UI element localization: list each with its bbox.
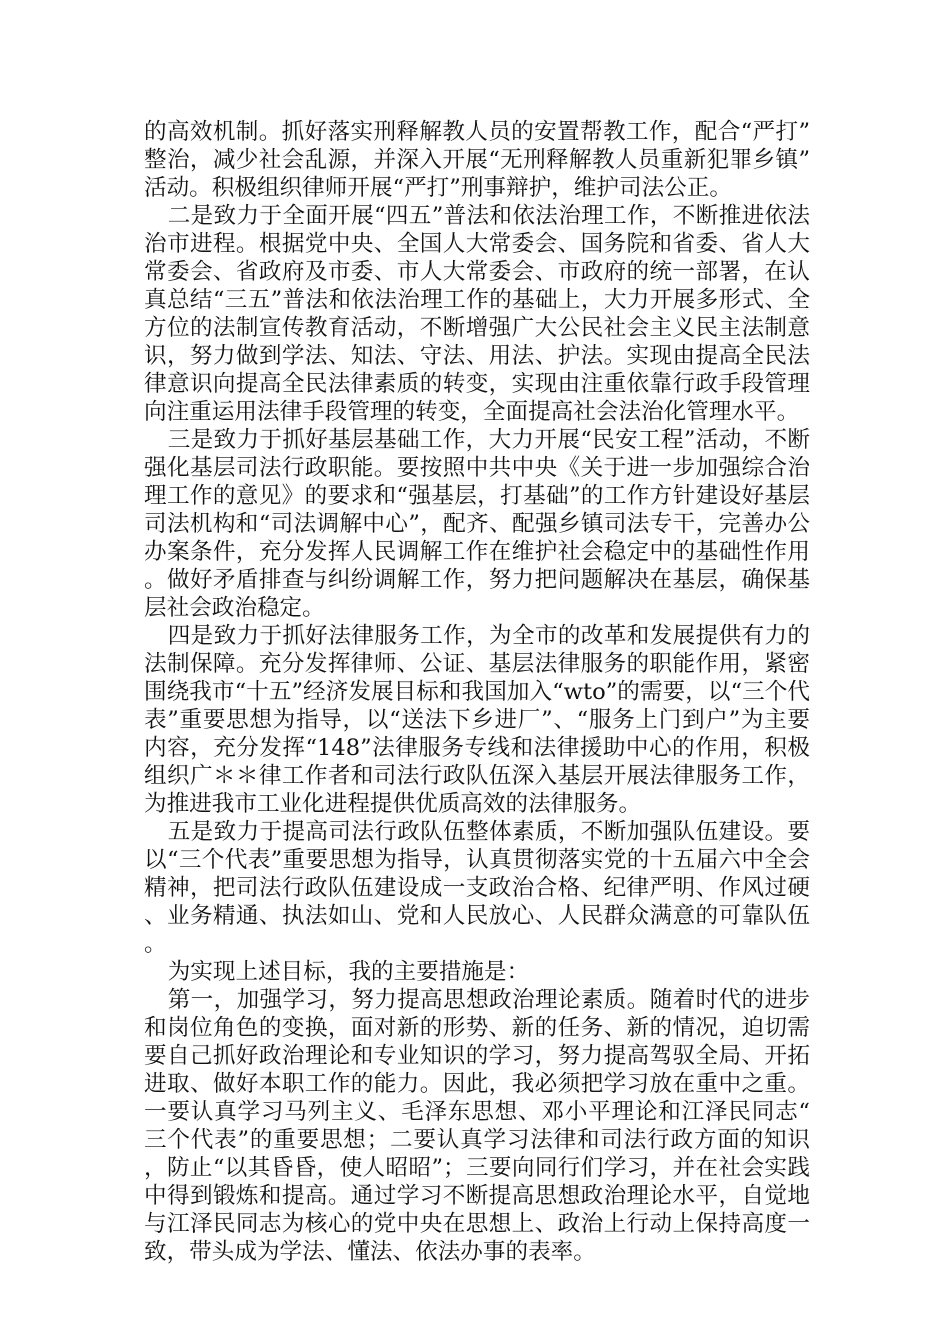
paragraph-continuation: 的高效机制。抓好落实刑释解教人员的安置帮教工作，配合“严打”整治，减少社会乱源，并深入开展“无刑释解教人员重新犯罪乡镇”活动。积极组织律师开展“严打”刑事辩护，维护司法公正。 — [144, 119, 810, 201]
paragraph-measure-one: 第一，加强学习，努力提高思想政治理论素质。随着时代的进步和岗位角色的变换，面对新的形势、新的任务、新的情况，迫切需要自己抓好政治理论和专业知识的学习，努力提高驾驭全局、开拓进取、做好本职工作的能力。因此，我必须把学习放在重中之重。一要认真学习马列主义、毛泽东思想、邓小平理论和江泽民同志“三个代表”的重要思想；二要认真学习法律和司法行政方面的知识，防止“以其昏昏，使人昭昭”；三要向同行们学习，并在社会实践中得到锻炼和提高。通过学习不断提高思想政治理论水平，自觉地与江泽民同志为核心的党中央在思想上、政治上行动上保持高度一致，带头成为学法、懂法、依法办事的表率。 — [144, 987, 810, 1265]
document-page — [144, 118, 810, 1266]
paragraph-point-two: 二是致力于全面开展“四五”普法和依法治理工作，不断推进依法治市进程。根据党中央、全国人大常委会、国务院和省委、省人大常委会、省政府及市委、市人大常委会、市政府的统一部署，在认真总结“三五”普法和依法治理工作的基础上，大力开展多形式、全方位的法制宣传教育活动，不断增强广大公民社会主义民主法制意识，努力做到学法、知法、守法、用法、护法。实现由提高全民法律意识向提高全民法律素质的转变，实现由注重依靠行政手段管理向注重运用法律手段管理的转变，全面提高社会法治化管理水平。 — [144, 203, 810, 425]
paragraph-point-four: 四是致力于抓好法律服务工作，为全市的改革和发展提供有力的法制保障。充分发挥律师、公证、基层法律服务的职能作用，紧密围绕我市“十五”经济发展目标和我国加入“wto”的需要，以“三个代表”重要思想为指导，以“送法下乡进厂”、“服务上门到户”为主要内容，充分发挥“148”法律服务专线和法律援助中心的作用，积极组织广＊＊律工作者和司法行政队伍深入基层开展法律服务工作，为推进我市工业化进程提供优质高效的法律服务。 — [144, 623, 810, 817]
paragraph-point-five: 五是致力于提高司法行政队伍整体素质，不断加强队伍建设。要以“三个代表”重要思想为指导，认真贯彻落实党的十五届六中全会精神，把司法行政队伍建设成一支政治合格、纪律严明、作风过硬、业务精通、执法如山、党和人民放心、人民群众满意的可靠队伍。 — [144, 819, 810, 957]
paragraph-point-three: 三是致力于抓好基层基础工作，大力开展“民安工程”活动，不断强化基层司法行政职能。要按照中共中央《关于进一步加强综合治理工作的意见》的要求和“强基层，打基础”的工作方针建设好基层司法机构和“司法调解中心”，配齐、配强乡镇司法专干，完善办公办案条件，充分发挥人民调解工作在维护社会稳定中的基础性作用。做好矛盾排查与纠纷调解工作，努力把问题解决在基层，确保基层社会政治稳定。 — [144, 427, 810, 621]
paragraph-measures-intro: 为实现上述目标，我的主要措施是： — [167, 959, 530, 985]
